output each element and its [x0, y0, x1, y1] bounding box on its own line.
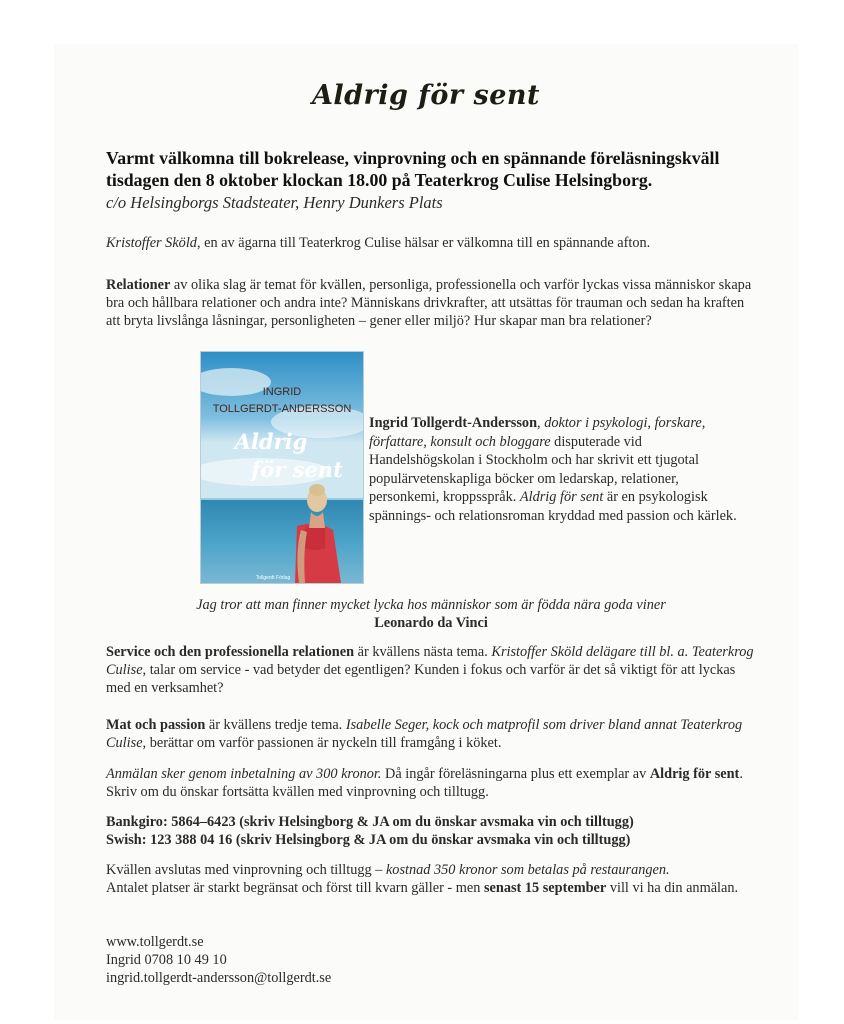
- quote-text: Jag tror att man finner mycket lycka hos människor som är födda nära goda viner: [196, 597, 666, 613]
- anmalan-text-2: .: [739, 766, 743, 782]
- closing-text-3: vill vi ha din anmälan.: [606, 880, 739, 896]
- cover-title-line-2: för sent: [251, 457, 343, 482]
- cover-author-last: TOLLGERDT-ANDERSSON: [212, 403, 352, 415]
- quote-author: Leonardo da Vinci: [374, 615, 488, 631]
- page-title: Aldrig för sent: [311, 80, 541, 111]
- closing-paragraph: [106, 861, 756, 897]
- cover-author-first: INGRID: [262, 386, 302, 398]
- closing-cost: kostnad 350 kronor som betalas på restaurangen.: [385, 862, 670, 878]
- service-speaker: Kristoffer Sköld delägare till bl. a. Teaterkrog Culise: [106, 644, 754, 678]
- service-text-1: är kvällens nästa tema.: [354, 644, 492, 660]
- cover-title-line-1: Aldrig: [234, 429, 308, 454]
- contact-website[interactable]: www.tollgerdt.se: [106, 934, 204, 950]
- welcome-paragraph: [106, 234, 756, 252]
- author-roles: doktor i psykologi, forskare, författare, konsult och bloggare: [369, 415, 706, 450]
- invitation-page: [54, 44, 798, 1020]
- mat-paragraph: [106, 716, 756, 752]
- service-paragraph: [106, 643, 756, 697]
- author-name: Ingrid Tollgerdt-Andersson: [369, 415, 538, 431]
- quote-block: [106, 596, 756, 632]
- mat-text-1: är kvällens tredje tema.: [205, 717, 346, 733]
- contact-email[interactable]: ingrid.tollgerdt-andersson@tollgerdt.se: [106, 970, 332, 986]
- author-sep: ,: [537, 415, 545, 431]
- service-text-2: , talar om service - vad betyder det egentligen? Kunden i fokus och varför är det så viktigt för att lyckas med en verksamhet?: [106, 662, 736, 696]
- relationer-paragraph: [106, 276, 756, 330]
- bankgiro-line: Bankgiro: 5864–6423 (skriv Helsingborg & JA om du önskar avsmaka vin och tilltugg): [106, 814, 634, 830]
- swish-line: Swish: 123 388 04 16 (skriv Helsingborg & JA om du önskar avsmaka vin och tilltugg): [106, 832, 631, 848]
- author-bio-text-1: disputerade vid Handelshögskolan i Stockholm och har skrivit ett tjugotal populärvetenskapliga böcker om ledarskap, relationer, personkemi, kroppsspråk.: [369, 433, 699, 505]
- closing-text-1: Kvällen avslutas med vinprovning och tilltugg –: [106, 862, 386, 878]
- author-bio-text-2: är en psykologisk spännings- och relationsroman kryddad med passion och kärlek.: [369, 489, 737, 524]
- relationer-keyword: Relationer: [106, 277, 171, 293]
- anmalan-book: Aldrig för sent: [649, 766, 740, 782]
- payment-section: [106, 813, 756, 849]
- anmalan-line-2: Skriv om du önskar fortsätta kvällen med vinprovning och tilltugg.: [106, 784, 489, 800]
- closing-deadline: senast 15 september: [483, 880, 607, 896]
- anmalan-fee: Anmälan sker genom inbetalning av 300 kronor.: [106, 766, 382, 782]
- host-name: Kristoffer Sköld: [106, 235, 197, 251]
- relationer-text: av olika slag är temat för kvällen, personliga, professionella och varför lyckas vissa människor skapa bra och hållbara relationer och andra inte? Människans drivkrafter, att utsättas för trauman och sedan ha kraften att bryta livslånga låsningar, personligheten – gener eller miljö? Hur skapar man bra relationer?: [106, 277, 752, 329]
- book-cover-image: [201, 352, 363, 583]
- author-bio-book: Aldrig för sent: [519, 489, 604, 505]
- author-bio-paragraph: [369, 414, 751, 525]
- mat-speaker: Isabelle Seger, kock och matprofil som driver bland annat Teaterkrog Culise,: [106, 717, 743, 751]
- closing-text-2: Antalet platser är starkt begränsat och först till kvarn gäller - men: [106, 880, 484, 896]
- intro-section: [106, 147, 756, 214]
- intro-line-1: Varmt välkomna till bokrelease, vinprovning och en spännande föreläsningskväll: [106, 148, 720, 168]
- service-keyword: Service och den professionella relationen: [106, 644, 355, 660]
- contact-section: [106, 933, 756, 987]
- mat-text-2: berättar om varför passionen är nyckeln till framgång i köket.: [146, 735, 502, 751]
- intro-line-2: tisdagen den 8 oktober klockan 18.00 på Teaterkrog Culise Helsingborg.: [106, 170, 653, 190]
- book-cover: [200, 351, 364, 584]
- contact-phone[interactable]: Ingrid 0708 10 49 10: [106, 952, 227, 968]
- mat-keyword: Mat och passion: [106, 717, 206, 733]
- welcome-text: , en av ägarna till Teaterkrog Culise hälsar er välkomna till en spännande afton.: [196, 235, 651, 251]
- anmalan-text-1: Då ingår föreläsningarna plus ett exemplar av: [381, 766, 650, 782]
- cover-publisher: Tollgerdt Förlag: [255, 575, 291, 581]
- venue-address: c/o Helsingborgs Stadsteater, Henry Dunkers Plats: [106, 193, 443, 212]
- anmalan-line-1: [106, 765, 756, 783]
- anmalan-section: [106, 765, 756, 801]
